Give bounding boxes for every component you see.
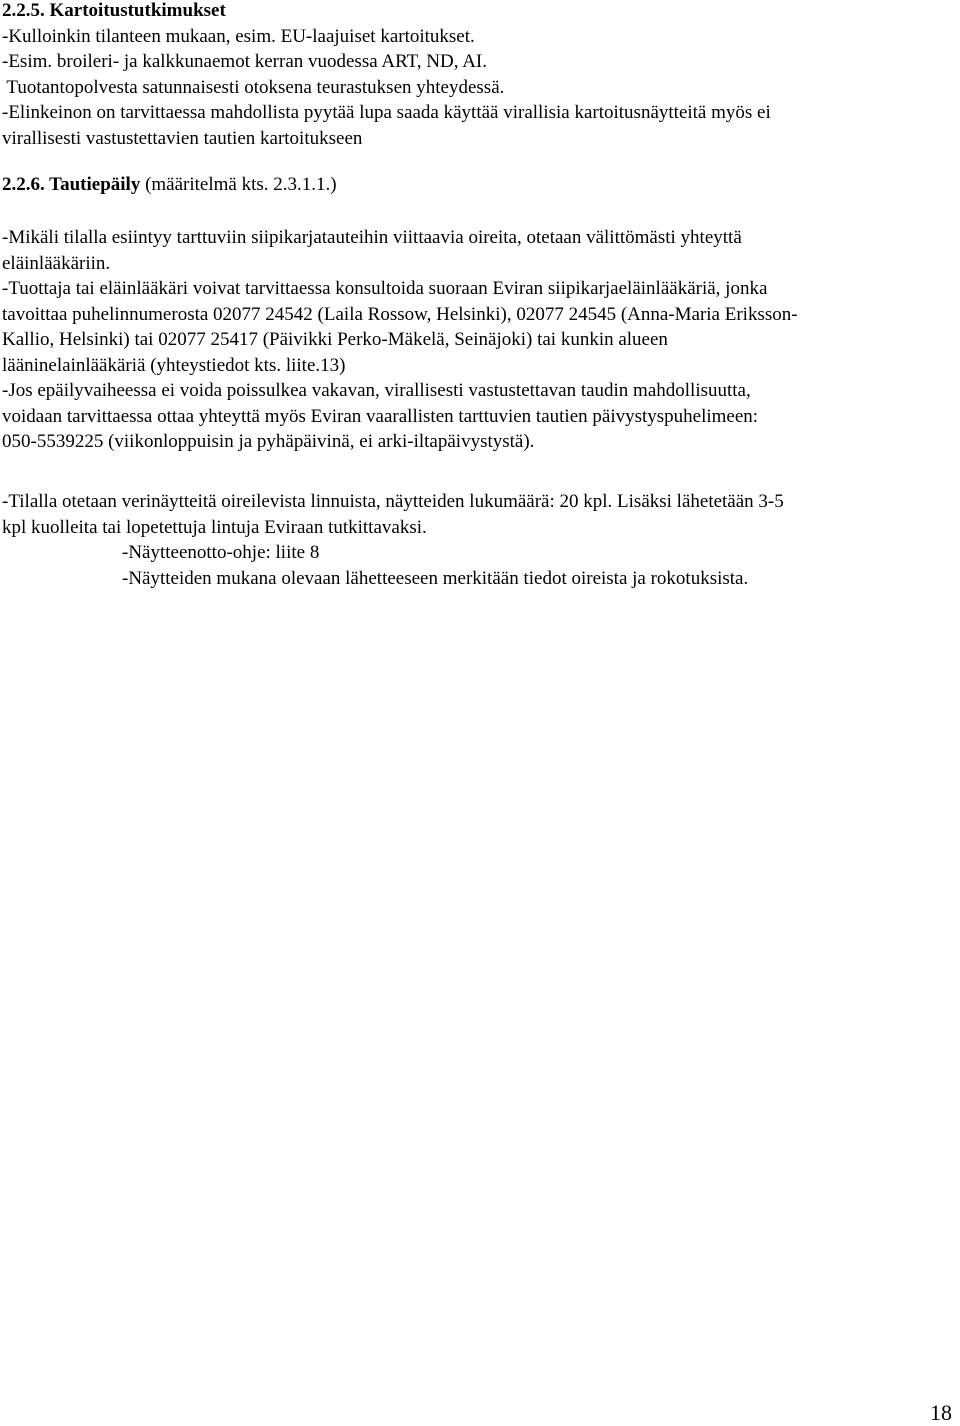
page-number: 18 xyxy=(930,1400,952,1425)
text-line: -Elinkeinon on tarvittaessa mahdollista pyytää lupa saada käyttää virallisia kartoitusnäytteitä myös ei xyxy=(2,102,771,123)
text-line: -Tilalla otetaan verinäytteitä oireilevista linnuista, näytteiden lukumäärä: 20 kpl. Lisäksi lähetetään 3-5 xyxy=(2,491,784,512)
heading-bold: 2.2.6. Tautiepäily xyxy=(2,174,141,195)
indented-line: -Näytteiden mukana olevaan lähetteeseen merkitään tiedot oireista ja rokotuksista. xyxy=(122,567,749,589)
text-line: kpl kuolleita tai lopetettuja lintuja Eviraan tutkittavaksi. xyxy=(2,516,427,538)
text-line: Tuotantopolvesta satunnaisesti otoksena teurastuksen yhteydessä. xyxy=(2,76,505,98)
section-heading: 2.2.5. Kartoitustutkimukset xyxy=(2,0,226,21)
text-line: virallisesti vastustettavien tautien kartoitukseen xyxy=(2,127,363,149)
section-kartoitustutkimukset xyxy=(2,0,771,151)
text-line: -Mikäli tilalla esiintyy tarttuviin siipikarjatauteihin viittaavia oireita, otetaan välittömästi yhteyttä xyxy=(2,227,742,248)
text-line: lääninelainlääkäriä (yhteystiedot kts. liite.13) xyxy=(2,354,346,376)
text-line: voidaan tarvittaessa ottaa yhteyttä myös Eviran vaarallisten tarttuvien tautien päivystyspuhelimeen: xyxy=(2,405,759,427)
text-line: -Jos epäilyvaiheessa ei voida poissulkea vakavan, virallisesti vastustettavan taudin mahdollisuutta, xyxy=(2,380,751,401)
section-tautiepaily-heading xyxy=(2,172,337,198)
section-heading xyxy=(2,172,337,198)
text-line: tavoittaa puhelinnumerosta 02077 24542 (Laila Rossow, Helsinki), 02077 24545 (Anna-Maria Eriksson- xyxy=(2,303,798,325)
text-line: -Kulloinkin tilanteen mukaan, esim. EU-laajuiset kartoitukset. xyxy=(2,25,475,47)
indented-line: -Näytteenotto-ohje: liite 8 xyxy=(122,542,320,563)
section-naytteet xyxy=(2,489,784,591)
section-tautiepaily-body xyxy=(2,225,798,455)
text-line: -Esim. broileri- ja kalkkunaemot kerran vuodessa ART, ND, AI. xyxy=(2,51,488,72)
heading-reference: (määritelmä kts. 2.3.1.1.) xyxy=(140,174,337,195)
text-line: eläinlääkäriin. xyxy=(2,252,111,274)
text-line: Kallio, Helsinki) tai 02077 25417 (Päivikki Perko-Mäkelä, Seinäjoki) tai kunkin alueen xyxy=(2,329,668,350)
text-line: 050-5539225 (viikonloppuisin ja pyhäpäivinä, ei arki-iltapäivystystä). xyxy=(2,431,535,452)
text-line: -Tuottaja tai eläinlääkäri voivat tarvittaessa konsultoida suoraan Eviran siipikarjaeläinlääkäriä, jonka xyxy=(2,278,768,299)
